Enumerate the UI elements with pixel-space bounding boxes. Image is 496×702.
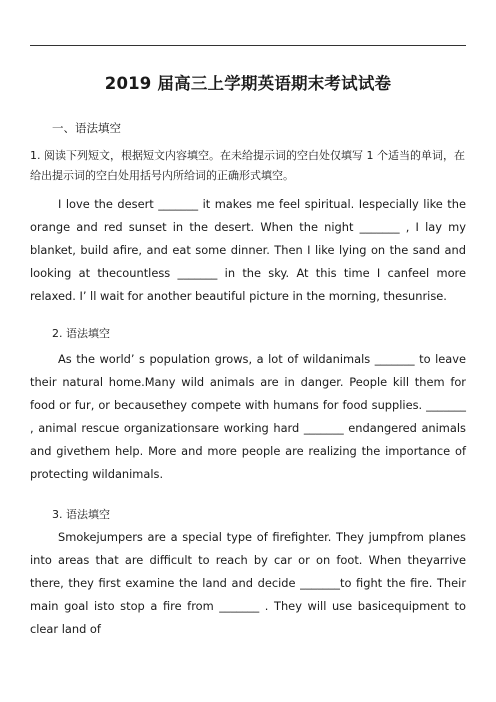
question-3-heading: 3. 语法填空 [52, 508, 110, 521]
page-title: 2019 届高三上学期英语期末考试试卷 [104, 74, 392, 93]
section-heading: 一、语法填空 [52, 121, 121, 135]
question-2-passage: As the world’ s population grows, a lot of wildanimals _______ to leave their natural home.Many wild animals are in danger. People kill them for food or fur, or becausethey compete with humans for food supplies. _______ , animal rescue organizationsare working hard _______ endangered animals and givethem help. More and more people are realizing the importance of protecting wildanimals. [30, 352, 466, 481]
question-3-passage: Smokejumpers are a special type of firefighter. They jumpfrom planes into areas that are difficult to reach by car or on foot. When theyarrive there, they first examine the land and decide _______to fight the fire. Their main goal isto stop a fire from _______ . They will use basicequipment to clear land of [30, 530, 466, 636]
header-rule [30, 45, 466, 46]
question-2-heading: 2. 语法填空 [52, 327, 110, 340]
question-1-instruction: 1. 阅读下列短文，根据短文内容填空。在未给提示词的空白处仅填写 1 个适当的单词，在给出提示词的空白处用括号内所给词的正确形式填空。 [30, 149, 465, 182]
question-1-passage: I love the desert _______ it makes me feel spiritual. Iespecially like the orange and red sunset in the desert. When the night _______ , I lay my blanket, build afire, and eat some dinner. Then I like lying on the sand and looking at thecountless _______ in the sky. At this time I canfeel more relaxed. I’ ll wait for another beautiful picture in the morning, thesunrise. [30, 197, 466, 303]
